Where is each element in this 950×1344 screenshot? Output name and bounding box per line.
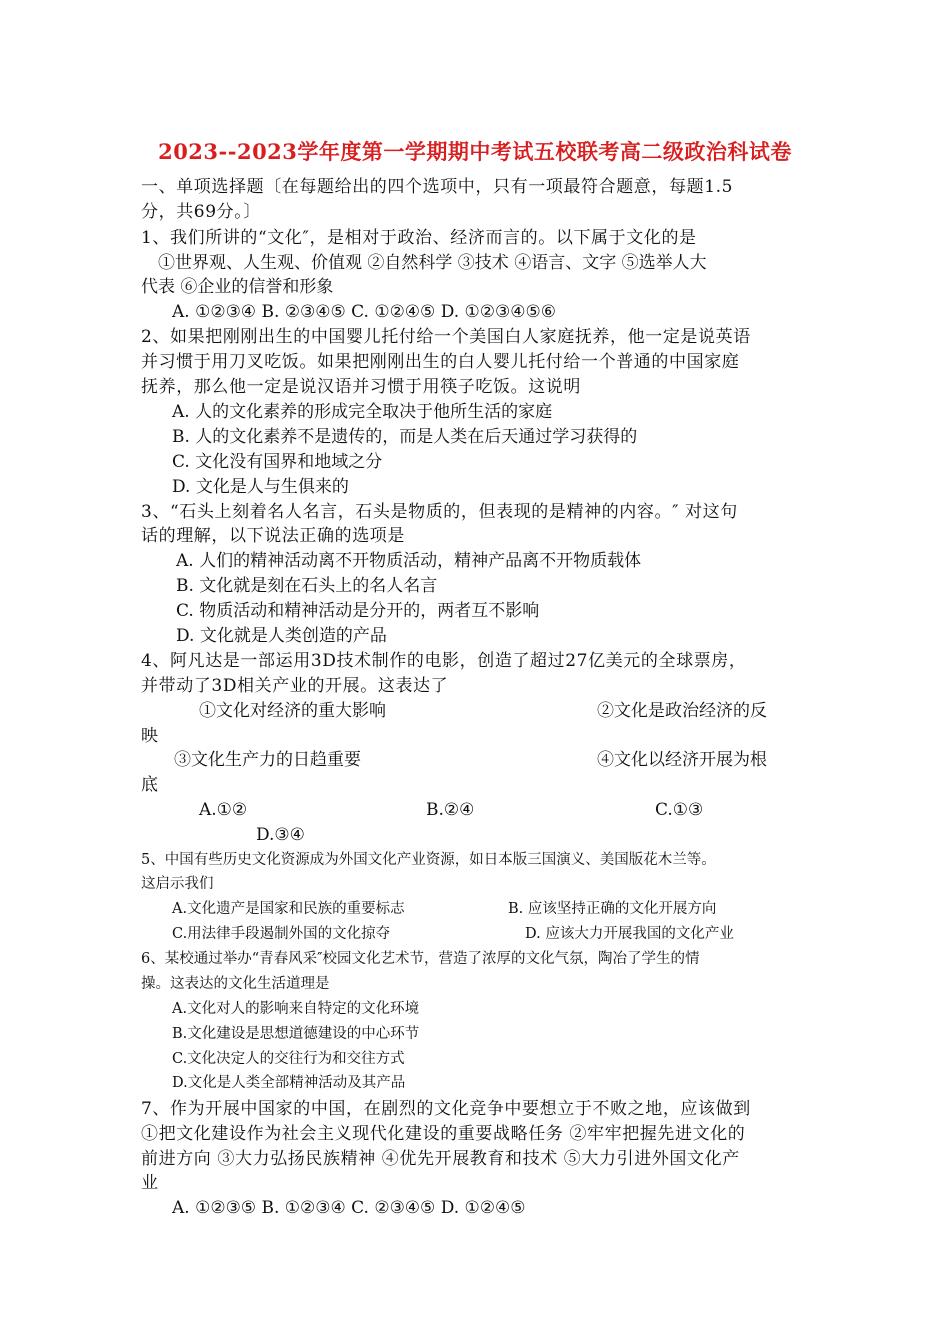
q3-option-a: A. 人们的精神活动离不开物质活动，精神产品离不开物质载体	[176, 551, 642, 571]
exam-title: 2023--2023学年度第一学期期中考试五校联考高二级政治科试卷	[158, 139, 792, 164]
q4-stem-line-1: 4、阿凡达是一部运用3D技术制作的电影，创造了超过27亿美元的全球票房，	[141, 651, 747, 671]
q7-options: A. ①②③⑤ B. ①②③④ C. ②③④⑤ D. ①②④⑤	[172, 1198, 526, 1218]
q7-stem-line-3: 前进方向 ③大力弘扬民族精神 ④优先开展教育和技术 ⑤大力引进外国文化产	[141, 1149, 740, 1169]
q4-option-a: A.①②	[199, 800, 248, 820]
section-intro-line-1: 一、单项选择题〔在每题给出的四个选项中，只有一项最符合题意，每题1.5	[141, 177, 734, 197]
q1-items-line-2: 代表 ⑥企业的信誉和形象	[141, 277, 334, 297]
q6-option-c: C.文化决定人的交往行为和交往方式	[172, 1051, 405, 1067]
q7-stem-line-4: 业	[141, 1173, 159, 1193]
q4-item-4-wrap: 底	[141, 775, 158, 795]
q4-stem-line-2: 并带动了3D相关产业的开展。这表达了	[141, 676, 449, 696]
q1-options: A. ①②③④ B. ②③④⑤ C. ①②④⑤ D. ①②③④⑤⑥	[172, 302, 556, 322]
q1-items-line-1: ①世界观、人生观、价值观 ②自然科学 ③技术 ④语言、文字 ⑤选举人大	[158, 253, 707, 273]
q2-stem-line-2: 并习惯于用刀叉吃饭。如果把刚刚出生的白人婴儿托付给一个普通的中国家庭	[141, 352, 740, 372]
q4-item-3: ③文化生产力的日趋重要	[174, 750, 361, 770]
section-intro-line-2: 分，共69分。〕	[141, 202, 261, 222]
q7-stem-line-1: 7、作为开展中国家的中国，在剧烈的文化竞争中要想立于不败之地，应该做到	[141, 1099, 751, 1119]
q4-item-4: ④文化以经济开展为根	[597, 750, 767, 770]
q6-option-b: B.文化建设是思想道德建设的中心环节	[172, 1026, 420, 1042]
q2-stem-line-1: 2、如果把刚刚出生的中国婴儿托付给一个美国白人家庭抚养，他一定是说英语	[141, 327, 751, 347]
q5-stem-line-1: 5、中国有些历史文化资源成为外国文化产业资源，如日本版三国演义、美国版花木兰等。	[141, 852, 716, 868]
q4-option-c: C.①③	[655, 800, 704, 820]
q4-option-d: D.③④	[256, 825, 305, 845]
q7-stem-line-2: ①把文化建设作为社会主义现代化建设的重要战略任务 ②牢牢把握先进文化的	[141, 1124, 746, 1144]
q3-option-c: C. 物质活动和精神活动是分开的，两者互不影响	[176, 601, 540, 621]
q2-option-c: C. 文化没有国界和地域之分	[172, 452, 383, 472]
q5-option-d: D. 应该大力开展我国的文化产业	[525, 926, 734, 942]
q6-option-a: A.文化对人的影响来自特定的文化环境	[172, 1001, 420, 1017]
q2-stem-line-3: 抚养，那么他一定是说汉语并习惯于用筷子吃饭。这说明	[141, 377, 581, 397]
q5-option-b: B. 应该坚持正确的文化开展方向	[508, 901, 717, 917]
q4-option-b: B.②④	[426, 800, 475, 820]
q3-option-b: B. 文化就是刻在石头上的名人名言	[176, 576, 438, 596]
q3-stem-line-2: 话的理解，以下说法正确的选项是	[141, 526, 405, 546]
q3-option-d: D. 文化就是人类创造的产品	[176, 626, 387, 646]
q4-item-1: ①文化对经济的重大影响	[199, 701, 386, 721]
q6-stem-line-1: 6、某校通过举办“青春风采″校园文化艺术节，营造了浓厚的文化气氛，陶冶了学生的情	[141, 951, 700, 967]
q4-item-2-wrap: 映	[141, 726, 158, 746]
q6-option-d: D.文化是人类全部精神活动及其产品	[172, 1075, 406, 1091]
q6-stem-line-2: 操。这表达的文化生活道理是	[141, 976, 330, 992]
q3-stem-line-1: 3、“石头上刻着名人名言，石头是物质的，但表现的是精神的内容。″ 对这句	[141, 502, 738, 522]
q1-stem: 1、我们所讲的“文化″，是相对于政治、经济而言的。以下属于文化的是	[141, 228, 697, 248]
q2-option-d: D. 文化是人与生俱来的	[172, 477, 349, 497]
q5-option-c: C.用法律手段遏制外国的文化掠夺	[172, 926, 391, 942]
q2-option-a: A. 人的文化素养的形成完全取决于他所生活的家庭	[172, 402, 553, 422]
q2-option-b: B. 人的文化素养不是遗传的，而是人类在后天通过学习获得的	[172, 427, 638, 447]
q5-option-a: A.文化遗产是国家和民族的重要标志	[172, 901, 405, 917]
q5-stem-line-2: 这启示我们	[141, 876, 214, 892]
q4-item-2: ②文化是政治经济的反	[597, 701, 767, 721]
